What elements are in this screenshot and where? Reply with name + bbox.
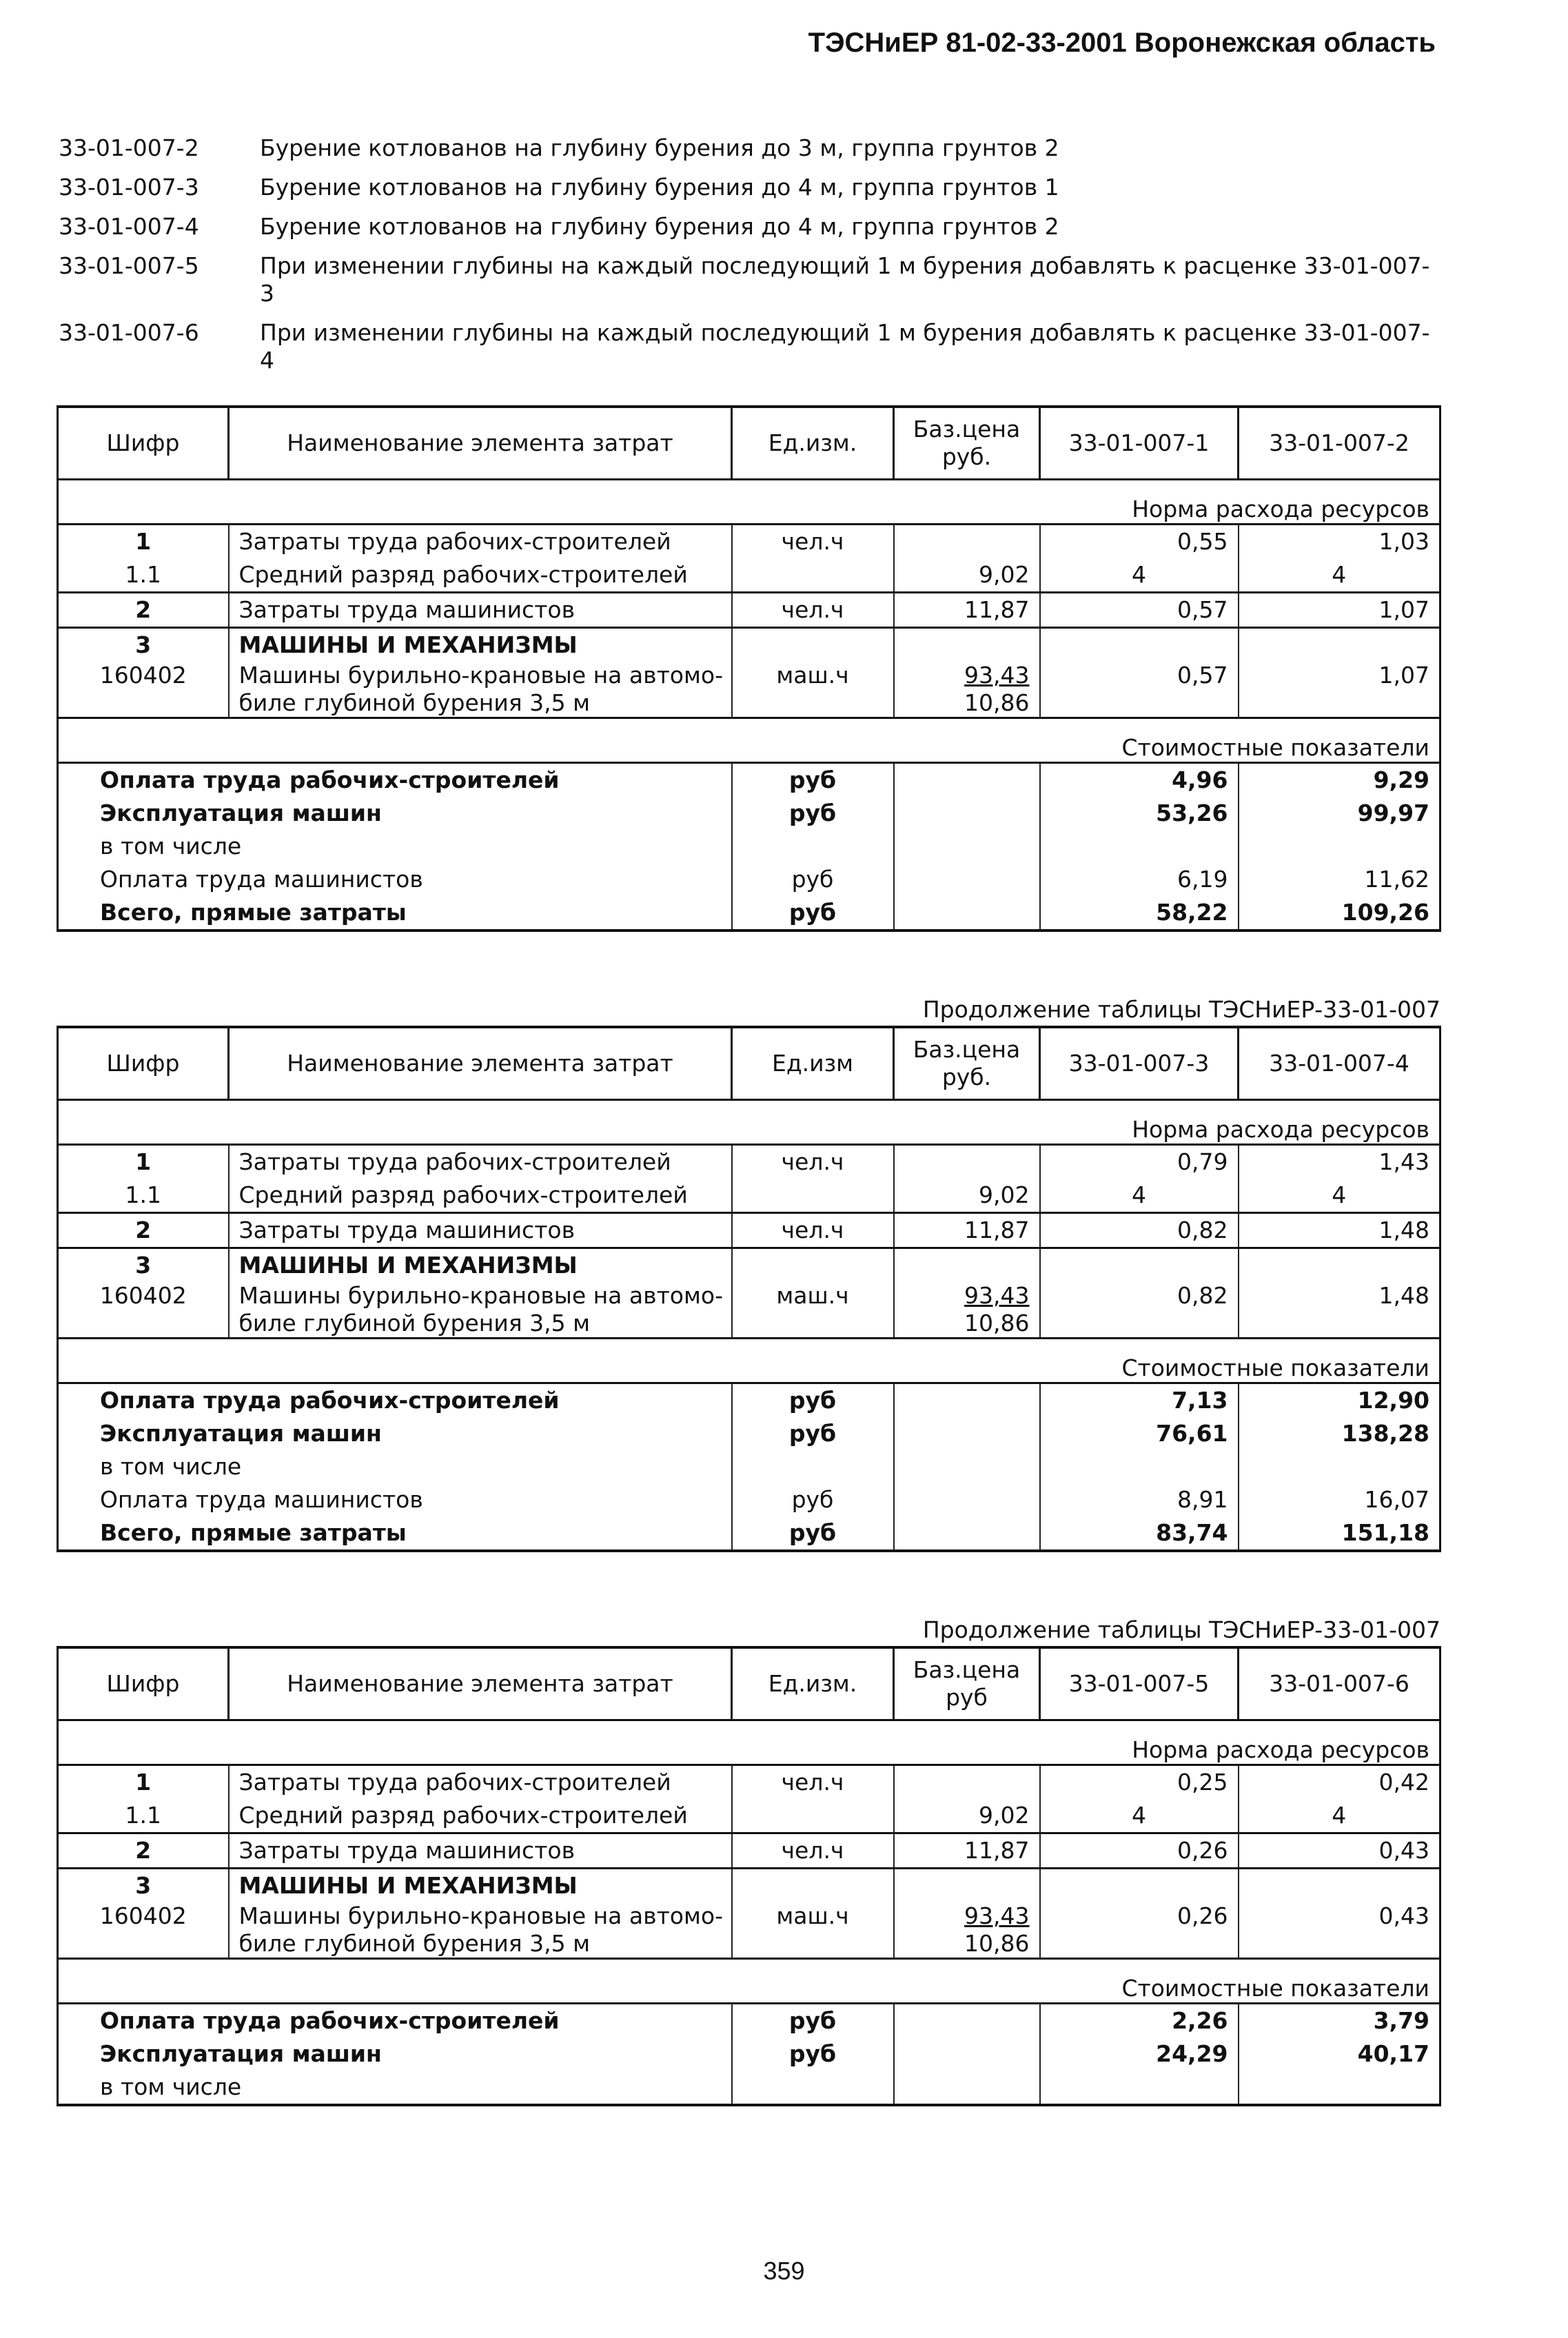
summary-value: 138,28: [1239, 1417, 1440, 1450]
row-price: [894, 1248, 1040, 1283]
summary-unit: руб: [732, 1383, 894, 1418]
intro-item: [59, 319, 1437, 374]
summary-value: 76,61: [1040, 1417, 1239, 1450]
summary-value: 7,13: [1040, 1383, 1239, 1418]
row-price-line2: 10,86: [964, 689, 1030, 716]
summary-unit: руб: [732, 797, 894, 830]
row-value: 4: [1239, 558, 1440, 593]
intro-item: [59, 213, 1437, 241]
norm-section-title: Норма расхода ресурсов: [58, 480, 1440, 525]
col-header-code: Шифр: [58, 1647, 229, 1720]
col-header-rate-code: 33-01-007-5: [1040, 1647, 1239, 1720]
table-header-row: [58, 1647, 1440, 1720]
summary-label: Оплата труда рабочих-строителей: [58, 2004, 732, 2038]
table-row: [58, 2071, 1440, 2105]
row-value: [1040, 1869, 1239, 1903]
summary-label: Всего, прямые затраты: [58, 896, 732, 931]
row-value: 0,57: [1040, 662, 1239, 718]
col-header-price-line2: руб: [946, 1684, 988, 1711]
summary-price: [894, 2037, 1040, 2071]
table-row: [58, 797, 1440, 830]
row-value: 4: [1040, 558, 1239, 593]
resource-table: [57, 1026, 1441, 1552]
row-name-line1: Машины бурильно-крановые на автомо-: [238, 662, 723, 689]
intro-code: 33-01-007-2: [59, 134, 199, 161]
row-value: 4: [1239, 1179, 1440, 1213]
row-value: 4: [1040, 1799, 1239, 1833]
row-price-line2: 10,86: [964, 1930, 1030, 1957]
row-name: Затраты труда машинистов: [229, 1833, 732, 1869]
col-header-name: Наименование элемента затрат: [229, 407, 732, 480]
row-unit: [732, 1179, 894, 1213]
row-unit: [732, 628, 894, 662]
summary-value: [1040, 830, 1239, 863]
table-row: [58, 1145, 1440, 1179]
intro-item: [59, 174, 1437, 201]
summary-unit: руб: [732, 763, 894, 797]
resource-table: [57, 1646, 1441, 2106]
intro-code: 33-01-007-3: [59, 174, 199, 201]
intro-text: Бурение котлованов на глубину бурения до 4 м, группа грунтов 2: [260, 213, 1059, 240]
col-header-code: Шифр: [58, 1027, 229, 1100]
summary-price: [894, 830, 1040, 863]
row-code: 2: [58, 1213, 229, 1248]
summary-label: Оплата труда машинистов: [58, 863, 732, 896]
page-number: 359: [763, 2257, 805, 2285]
row-code: 3: [58, 1248, 229, 1283]
summary-label: в том числе: [58, 1450, 732, 1483]
summary-unit: [732, 2071, 894, 2105]
summary-unit: руб: [732, 863, 894, 896]
row-value: [1040, 1248, 1239, 1283]
table-row: [58, 1799, 1440, 1833]
col-header-code: Шифр: [58, 407, 229, 480]
summary-price: [894, 1383, 1040, 1418]
row-value: [1239, 1248, 1440, 1283]
summary-label: Оплата труда рабочих-строителей: [58, 1383, 732, 1418]
row-price: 9,02: [894, 1179, 1040, 1213]
summary-price: [894, 763, 1040, 797]
row-name: МАШИНЫ И МЕХАНИЗМЫ: [229, 628, 732, 662]
row-name: Затраты труда рабочих-строителей: [229, 1765, 732, 1800]
intro-text: Бурение котлованов на глубину бурения до 3 м, группа грунтов 2: [260, 134, 1059, 161]
row-code: 3: [58, 628, 229, 662]
col-header-rate-code: 33-01-007-1: [1040, 407, 1239, 480]
row-value: 4: [1040, 1179, 1239, 1213]
summary-value: 109,26: [1239, 896, 1440, 931]
page-header: ТЭСНиЕР 81-02-33-2001 Воронежская область: [808, 28, 1436, 58]
summary-value: 24,29: [1040, 2037, 1239, 2071]
row-name: МАШИНЫ И МЕХАНИЗМЫ: [229, 1869, 732, 1903]
row-code: 1: [58, 525, 229, 559]
row-value: 0,26: [1040, 1902, 1239, 1959]
row-name-line2: биле глубиной бурения 3,5 м: [238, 1930, 591, 1957]
cost-section-row: [58, 1339, 1440, 1383]
summary-price: [894, 896, 1040, 931]
row-value: 0,43: [1239, 1833, 1440, 1869]
table-row: [58, 1869, 1440, 1903]
summary-unit: руб: [732, 1483, 894, 1516]
row-price: 11,87: [894, 1213, 1040, 1248]
row-unit: чел.ч: [732, 593, 894, 628]
row-value: 0,55: [1040, 525, 1239, 559]
summary-price: [894, 797, 1040, 830]
col-header-price-line1: Баз.цена: [913, 1036, 1021, 1063]
norm-section-title: Норма расхода ресурсов: [58, 1720, 1440, 1765]
row-price: [894, 628, 1040, 662]
col-header-price-line1: Баз.цена: [913, 416, 1021, 443]
col-header-rate-code: 33-01-007-6: [1239, 1647, 1440, 1720]
row-value: 4: [1239, 1799, 1440, 1833]
row-unit: [732, 1248, 894, 1283]
summary-unit: руб: [732, 1516, 894, 1551]
col-header-price-line2: руб.: [941, 1064, 992, 1090]
summary-value: 83,74: [1040, 1516, 1239, 1551]
table-row: [58, 1450, 1440, 1483]
table-row: [58, 628, 1440, 662]
summary-value: [1239, 2071, 1440, 2105]
table-row: [58, 896, 1440, 931]
summary-price: [894, 2071, 1040, 2105]
row-name-line2: биле глубиной бурения 3,5 м: [238, 689, 591, 716]
continuation-caption: Продолжение таблицы ТЭСНиЕР-33-01-007: [922, 1616, 1440, 1643]
cost-section-title: Стоимостные показатели: [58, 1959, 1440, 2004]
row-unit: [732, 1799, 894, 1833]
intro-text: Бурение котлованов на глубину бурения до 4 м, группа грунтов 1: [260, 174, 1059, 201]
summary-value: 11,62: [1239, 863, 1440, 896]
col-header-unit: Ед.изм.: [732, 407, 894, 480]
col-header-price: [894, 1027, 1040, 1100]
summary-value: [1040, 2071, 1239, 2105]
intro-text: При изменении глубины на каждый последующий 1 м бурения добавлять к расценке 33-01-007-3: [260, 252, 1430, 307]
row-value: 0,26: [1040, 1833, 1239, 1869]
summary-value: 12,90: [1239, 1383, 1440, 1418]
row-unit: чел.ч: [732, 1765, 894, 1800]
row-code: 160402: [58, 1902, 229, 1959]
row-name: Затраты труда машинистов: [229, 593, 732, 628]
summary-price: [894, 1516, 1040, 1551]
cost-section-title: Стоимостные показатели: [58, 1339, 1440, 1383]
table-row: [58, 763, 1440, 797]
row-price: 11,87: [894, 593, 1040, 628]
summary-label: Эксплуатация машин: [58, 1417, 732, 1450]
row-unit: чел.ч: [732, 1213, 894, 1248]
summary-value: 6,19: [1040, 863, 1239, 896]
summary-value: 151,18: [1239, 1516, 1440, 1551]
table-row: [58, 1248, 1440, 1283]
row-unit: чел.ч: [732, 1145, 894, 1179]
resource-table: [57, 405, 1441, 932]
table-row: [58, 1516, 1440, 1551]
summary-unit: [732, 830, 894, 863]
summary-value: 2,26: [1040, 2004, 1239, 2038]
row-price: [894, 1765, 1040, 1800]
row-code: 1.1: [58, 558, 229, 593]
norm-section-row: [58, 1720, 1440, 1765]
row-unit: чел.ч: [732, 525, 894, 559]
norm-section-title: Норма расхода ресурсов: [58, 1100, 1440, 1145]
row-name-line1: Машины бурильно-крановые на автомо-: [238, 1902, 723, 1929]
cost-section-row: [58, 718, 1440, 763]
cost-section-row: [58, 1959, 1440, 2004]
row-unit: [732, 558, 894, 593]
col-header-rate-code: 33-01-007-2: [1239, 407, 1440, 480]
summary-value: [1239, 830, 1440, 863]
row-unit: маш.ч: [732, 1282, 894, 1339]
intro-item: [59, 134, 1437, 162]
summary-unit: руб: [732, 896, 894, 931]
row-code: 2: [58, 593, 229, 628]
row-name: [229, 1902, 732, 1959]
table-row: [58, 1213, 1440, 1248]
table-row: [58, 863, 1440, 896]
row-code: 1.1: [58, 1179, 229, 1213]
table-row: [58, 830, 1440, 863]
summary-unit: руб: [732, 2004, 894, 2038]
intro-text: При изменении глубины на каждый последующий 1 м бурения добавлять к расценке 33-01-007-4: [260, 319, 1430, 374]
col-header-price: [894, 1647, 1040, 1720]
intro-code: 33-01-007-4: [59, 213, 199, 240]
row-value: 0,43: [1239, 1902, 1440, 1959]
row-price-line1: 93,43: [964, 1282, 1030, 1309]
row-code: 2: [58, 1833, 229, 1869]
summary-value: 8,91: [1040, 1483, 1239, 1516]
table-row: [58, 525, 1440, 559]
row-unit: [732, 1869, 894, 1903]
col-header-price-line2: руб.: [941, 443, 992, 470]
row-value: 0,57: [1040, 593, 1239, 628]
row-name: Средний разряд рабочих-строителей: [229, 1799, 732, 1833]
table-row: [58, 1483, 1440, 1516]
summary-unit: руб: [732, 2037, 894, 2071]
col-header-price: [894, 407, 1040, 480]
row-price: [894, 1902, 1040, 1959]
row-name-line1: Машины бурильно-крановые на автомо-: [238, 1282, 723, 1309]
row-code: 3: [58, 1869, 229, 1903]
summary-value: 58,22: [1040, 896, 1239, 931]
summary-label: Всего, прямые затраты: [58, 1516, 732, 1551]
summary-value: 9,29: [1239, 763, 1440, 797]
row-value: 0,82: [1040, 1282, 1239, 1339]
col-header-unit: Ед.изм.: [732, 1647, 894, 1720]
row-value: [1239, 1869, 1440, 1903]
summary-price: [894, 1417, 1040, 1450]
cost-section-title: Стоимостные показатели: [58, 718, 1440, 763]
table-header-row: [58, 407, 1440, 480]
summary-label: Эксплуатация машин: [58, 2037, 732, 2071]
row-value: 1,07: [1239, 593, 1440, 628]
table-header-row: [58, 1027, 1440, 1100]
summary-price: [894, 1450, 1040, 1483]
summary-value: 16,07: [1239, 1483, 1440, 1516]
summary-value: 40,17: [1239, 2037, 1440, 2071]
summary-price: [894, 2004, 1040, 2038]
row-price: [894, 662, 1040, 718]
table-row: [58, 1417, 1440, 1450]
row-price: [894, 1869, 1040, 1903]
summary-label: в том числе: [58, 830, 732, 863]
intro-item: [59, 252, 1437, 307]
intro-code: 33-01-007-5: [59, 252, 199, 279]
row-name: [229, 662, 732, 718]
table-row: [58, 1282, 1440, 1339]
row-value: 0,42: [1239, 1765, 1440, 1800]
row-code: 160402: [58, 1282, 229, 1339]
row-price: [894, 525, 1040, 559]
table-row: [58, 2004, 1440, 2038]
col-header-price-line1: Баз.цена: [913, 1656, 1021, 1683]
row-code: 1.1: [58, 1799, 229, 1833]
col-header-name: Наименование элемента затрат: [229, 1027, 732, 1100]
col-header-rate-code: 33-01-007-4: [1239, 1027, 1440, 1100]
col-header-unit: Ед.изм: [732, 1027, 894, 1100]
summary-value: [1040, 1450, 1239, 1483]
row-name: Средний разряд рабочих-строителей: [229, 558, 732, 593]
table-row: [58, 662, 1440, 718]
intro-list: [59, 134, 1437, 386]
row-price: 9,02: [894, 558, 1040, 593]
norm-section-row: [58, 480, 1440, 525]
summary-value: 3,79: [1239, 2004, 1440, 2038]
row-code: 160402: [58, 662, 229, 718]
intro-code: 33-01-007-6: [59, 319, 199, 346]
summary-label: Оплата труда рабочих-строителей: [58, 763, 732, 797]
row-value: 0,25: [1040, 1765, 1239, 1800]
row-value: [1239, 628, 1440, 662]
row-unit: маш.ч: [732, 1902, 894, 1959]
table-row: [58, 2037, 1440, 2071]
row-price-line1: 93,43: [964, 1902, 1030, 1929]
table-row: [58, 1902, 1440, 1959]
row-code: 1: [58, 1145, 229, 1179]
summary-value: 99,97: [1239, 797, 1440, 830]
row-value: 1,48: [1239, 1282, 1440, 1339]
table-row: [58, 1179, 1440, 1213]
summary-unit: [732, 1450, 894, 1483]
row-name: [229, 1282, 732, 1339]
row-price-line2: 10,86: [964, 1310, 1030, 1336]
summary-label: в том числе: [58, 2071, 732, 2105]
row-name: МАШИНЫ И МЕХАНИЗМЫ: [229, 1248, 732, 1283]
row-price: 9,02: [894, 1799, 1040, 1833]
norm-section-row: [58, 1100, 1440, 1145]
row-value: 1,03: [1239, 525, 1440, 559]
row-value: 0,82: [1040, 1213, 1239, 1248]
col-header-rate-code: 33-01-007-3: [1040, 1027, 1239, 1100]
table-row: [58, 593, 1440, 628]
summary-label: Оплата труда машинистов: [58, 1483, 732, 1516]
row-name-line2: биле глубиной бурения 3,5 м: [238, 1310, 591, 1336]
table-row: [58, 1383, 1440, 1418]
table-row: [58, 558, 1440, 593]
continuation-caption: Продолжение таблицы ТЭСНиЕР-33-01-007: [922, 996, 1440, 1023]
row-value: 1,48: [1239, 1213, 1440, 1248]
summary-price: [894, 1483, 1040, 1516]
row-name: Затраты труда рабочих-строителей: [229, 525, 732, 559]
table-row: [58, 1833, 1440, 1869]
row-value: 1,43: [1239, 1145, 1440, 1179]
summary-value: 4,96: [1040, 763, 1239, 797]
summary-price: [894, 863, 1040, 896]
row-price: 11,87: [894, 1833, 1040, 1869]
summary-label: Эксплуатация машин: [58, 797, 732, 830]
summary-value: 53,26: [1040, 797, 1239, 830]
row-value: [1040, 628, 1239, 662]
table-row: [58, 1765, 1440, 1800]
row-name: Затраты труда рабочих-строителей: [229, 1145, 732, 1179]
row-name: Затраты труда машинистов: [229, 1213, 732, 1248]
row-value: 0,79: [1040, 1145, 1239, 1179]
row-value: 1,07: [1239, 662, 1440, 718]
summary-value: [1239, 1450, 1440, 1483]
row-unit: чел.ч: [732, 1833, 894, 1869]
row-unit: маш.ч: [732, 662, 894, 718]
row-name: Средний разряд рабочих-строителей: [229, 1179, 732, 1213]
row-code: 1: [58, 1765, 229, 1800]
row-price-line1: 93,43: [964, 662, 1030, 689]
col-header-name: Наименование элемента затрат: [229, 1647, 732, 1720]
summary-unit: руб: [732, 1417, 894, 1450]
row-price: [894, 1282, 1040, 1339]
row-price: [894, 1145, 1040, 1179]
